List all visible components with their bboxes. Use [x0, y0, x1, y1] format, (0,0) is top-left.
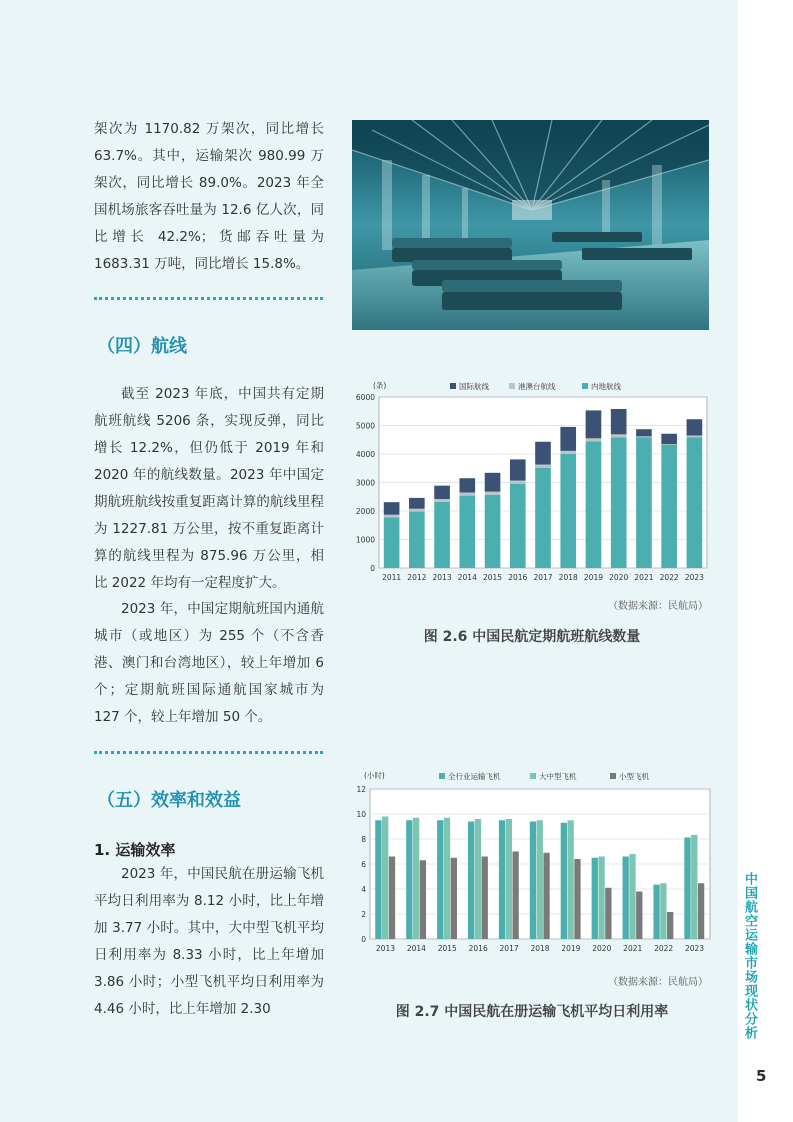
y-tick-label: 6000 [355, 393, 375, 402]
bar [586, 438, 602, 441]
y-tick-label: 0 [370, 564, 375, 573]
x-tick-label: 2022 [659, 573, 679, 582]
y-tick-label: 1000 [355, 535, 375, 545]
legend-label: 国际航线 [459, 382, 489, 391]
x-tick-label: 2014 [406, 944, 426, 953]
airport-terminal-photo [352, 120, 709, 330]
bar [510, 459, 526, 480]
bar [661, 444, 677, 445]
y-tick-label: 4 [361, 885, 366, 894]
bar [574, 859, 580, 939]
bar [409, 498, 425, 509]
bar [535, 468, 551, 568]
section-heading-efficiency: （五）效率和效益 [97, 790, 241, 811]
x-tick-label: 2011 [382, 573, 402, 582]
bar [389, 857, 395, 940]
y-tick-label: 5000 [355, 421, 375, 431]
y-unit-label: (小时) [364, 771, 385, 780]
x-tick-label: 2015 [437, 944, 457, 953]
x-tick-label: 2017 [499, 944, 519, 953]
bar [636, 892, 642, 940]
bar [560, 427, 576, 451]
y-tick-label: 3000 [355, 478, 375, 488]
bar [535, 465, 551, 468]
bar [384, 517, 400, 568]
bar [459, 496, 475, 568]
section-heading-routes: （四）航线 [97, 336, 187, 357]
bar [561, 823, 567, 939]
bar [375, 820, 381, 939]
bar [451, 858, 457, 939]
efficiency-paragraph: 2023 年，中国民航在册运输飞机平均日利用率为 8.12 小时，比上年增加 3.77 小时。其中，大中型飞机平均日利用率为 8.33 小时，比上年增加 3.86 小时；小型飞机平均日利用率为 4.46 小时，比上年增加 2.30 [94, 866, 324, 1017]
bar [687, 437, 703, 568]
legend-swatch [582, 383, 588, 389]
y-tick-label: 0 [361, 935, 366, 944]
x-tick-label: 2012 [407, 573, 427, 582]
bar [687, 419, 703, 435]
bar [510, 481, 526, 484]
bar [475, 819, 481, 939]
legend-swatch [610, 773, 616, 779]
bar [485, 492, 501, 495]
x-tick-label: 2013 [432, 573, 452, 582]
x-tick-label: 2021 [634, 573, 654, 582]
bar [530, 822, 536, 940]
x-tick-label: 2020 [592, 944, 612, 953]
bar [661, 445, 677, 568]
bar [384, 502, 400, 515]
x-tick-label: 2023 [684, 944, 705, 953]
bar [636, 429, 652, 436]
bar [434, 502, 450, 568]
bar [406, 820, 412, 939]
intro-paragraph: 架次为 1170.82 万架次，同比增长 63.7%。其中，运输架次 980.99 万架次，同比增长 89.0%。2023 年全国机场旅客吞吐量为 12.6 亿人次，同比增长 42.2%；货邮吞吐量为 1683.31 万吨，同比增长 15.8%。 [94, 121, 324, 272]
bar [611, 409, 627, 434]
y-tick-label: 2000 [355, 507, 375, 516]
y-tick-label: 8 [361, 835, 366, 844]
bar [605, 888, 611, 939]
bar [611, 437, 627, 568]
bar [506, 819, 512, 939]
y-unit-label: (条) [373, 381, 387, 390]
bar [568, 820, 574, 939]
legend-label: 大中型飞机 [539, 772, 577, 781]
legend-swatch [450, 383, 456, 389]
bar [434, 486, 450, 499]
bar [459, 478, 475, 492]
chart-aircraft-utilization [352, 767, 712, 959]
bar [543, 853, 549, 939]
bar [698, 883, 704, 939]
bar [592, 858, 598, 939]
bar [512, 852, 518, 940]
bar [409, 512, 425, 568]
bar [586, 410, 602, 438]
bar [535, 442, 551, 465]
bar [485, 495, 501, 568]
y-tick-label: 6 [361, 860, 366, 869]
bar [653, 885, 659, 939]
bar [510, 484, 526, 568]
y-tick-label: 10 [356, 810, 366, 819]
subheading-transport-efficiency: 1. 运输效率 [94, 841, 176, 859]
x-tick-label: 2022 [654, 944, 674, 953]
y-tick-label: 2 [361, 910, 366, 919]
legend-label: 小型飞机 [619, 772, 649, 781]
bar [482, 857, 488, 940]
x-tick-label: 2023 [684, 573, 704, 582]
bar [485, 473, 501, 492]
bar [667, 912, 673, 939]
divider [94, 751, 323, 754]
x-tick-label: 2013 [375, 944, 396, 953]
x-tick-label: 2019 [583, 573, 604, 582]
x-tick-label: 2020 [609, 573, 629, 582]
x-tick-label: 2017 [533, 573, 553, 582]
chart-source-note: （数据来源：民航局） [608, 601, 708, 612]
bar [629, 854, 635, 939]
routes-paragraph-2: 2023 年，中国定期航班国内通航城市（或地区）为 255 个（不含香港、澳门和台湾地区），较上年增加 6 个；定期航班国际通航国家城市为 127 个，较上年增加 50 个。 [94, 601, 324, 725]
bar [499, 820, 505, 939]
figure-caption: 图 2.7 中国民航在册运输飞机平均日利用率 [395, 1004, 669, 1020]
bar [459, 492, 475, 495]
y-tick-label: 12 [356, 785, 366, 794]
bar [661, 434, 677, 444]
bar [437, 820, 443, 939]
routes-paragraph-1: 截至 2023 年底，中国共有定期航班航线 5206 条，实现反弹，同比增长 12.2%，但仍低于 2019 年和 2020 年的航线数量。2023 年中国定期航班航线按重复距离计算的航线里程为 1227.81 万公里，按不重复距离计算的航线里程为 875.96 万公里，相比 2022 年均有一定程度扩大。 [94, 386, 324, 591]
bar [586, 441, 602, 568]
legend-swatch [509, 383, 515, 389]
x-tick-label: 2018 [558, 573, 578, 582]
bar [537, 820, 543, 939]
bar [560, 454, 576, 568]
chart-route-count [352, 378, 712, 590]
bar [598, 857, 604, 940]
page-number: 5 [756, 1067, 767, 1085]
chart-source-note: （数据来源：民航局） [608, 977, 708, 988]
x-tick-label: 2014 [457, 573, 477, 582]
bar [434, 499, 450, 502]
x-tick-label: 2016 [508, 573, 528, 582]
legend-swatch [439, 773, 445, 779]
bar [384, 515, 400, 518]
legend-label: 港澳台航线 [518, 382, 556, 391]
divider [94, 297, 323, 300]
bar [687, 435, 703, 437]
bar [623, 857, 629, 940]
bar [660, 883, 666, 939]
x-tick-label: 2021 [623, 944, 643, 953]
y-tick-label: 4000 [355, 450, 375, 459]
bar [468, 822, 474, 940]
legend-label: 内地航线 [591, 382, 621, 391]
bar [636, 436, 652, 437]
x-tick-label: 2019 [561, 944, 581, 953]
bar [420, 860, 426, 939]
bar [382, 817, 388, 940]
bar [444, 818, 450, 939]
bar [636, 437, 652, 568]
figure-caption: 图 2.6 中国民航定期航班航线数量 [423, 629, 641, 645]
x-tick-label: 2015 [482, 573, 503, 582]
bar [611, 434, 627, 437]
bar [691, 835, 697, 939]
bar [413, 818, 419, 939]
side-chapter-title: 中国航空运输市场现状分析 [742, 872, 757, 1040]
legend-swatch [530, 773, 536, 779]
bar [684, 838, 690, 940]
bar [560, 451, 576, 454]
bar [409, 509, 425, 512]
legend-label: 全行业运输飞机 [448, 772, 501, 781]
x-tick-label: 2016 [468, 944, 488, 953]
x-tick-label: 2018 [530, 944, 550, 953]
